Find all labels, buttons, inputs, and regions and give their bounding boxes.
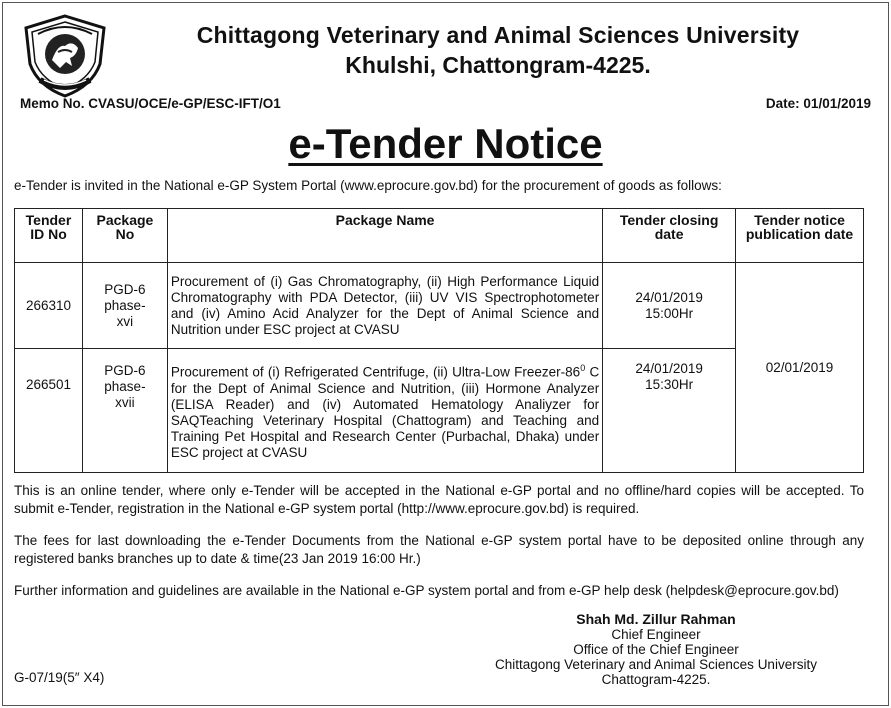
publication-date-cell: 02/01/2019	[736, 263, 864, 473]
package-name-cell	[167, 349, 602, 473]
table-header-row	[15, 209, 864, 263]
signatory-office: Office of the Chief Engineer	[573, 642, 739, 657]
signatory-university: Chittagong Veterinary and Animal Sciences University	[495, 657, 817, 672]
header-package-no: Package No	[82, 209, 167, 263]
signatory-city: Chattogram-4225.	[601, 672, 711, 687]
closing-date-cell	[603, 349, 736, 473]
signature-block	[466, 612, 846, 687]
header-publication-date: Tender notice publication date	[736, 209, 864, 263]
memo-number: Memo No. CVASU/OCE/e-GP/ESC-IFT/O1	[20, 96, 281, 111]
notice-date: Date: 01/01/2019	[765, 96, 871, 111]
signatory-designation: Chief Engineer	[611, 627, 701, 642]
degree-superscript: 0	[580, 363, 586, 374]
package-no-cell: PGD-6 phase-xvii	[82, 349, 167, 473]
university-name: Chittagong Veterinary and Animal Sciences University	[196, 22, 800, 48]
online-tender-paragraph: This is an online tender, where only e-Tender will be accepted in the National e-GP portal and no offline/hard copies will be accepted. To submit e-Tender, registration in the National e-GP system portal (http://www.eprocure.gov.bd) is required.	[14, 483, 864, 516]
university-logo	[20, 12, 110, 100]
header-closing-date: Tender closing date	[603, 209, 736, 263]
tender-id-cell: 266310	[15, 263, 83, 349]
table-row	[15, 263, 864, 349]
closing-time: 15:30Hr	[645, 377, 694, 392]
package-no-cell: PGD-6 phase-xvi	[82, 263, 167, 349]
notice-title: e-Tender Notice	[288, 120, 603, 167]
tender-table	[14, 208, 864, 473]
package-name-text-part1: Procurement of (i) Refrigerated Centrifuge, (ii) Ultra-Low Freezer-86	[170, 364, 581, 380]
university-address: Khulshi, Chattongram-4225.	[345, 52, 651, 78]
intro-text: e-Tender is invited in the National e-GP System Portal (www.eprocure.gov.bd) for the procurement of goods as follows:	[14, 178, 722, 193]
closing-time: 15:00Hr	[645, 305, 694, 321]
tender-id-cell: 266501	[15, 349, 83, 473]
signatory-name: Shah Md. Zillur Rahman	[576, 611, 736, 627]
closing-date-cell	[603, 263, 736, 349]
package-name-cell: Procurement of (i) Gas Chromatography, (ii) High Performance Liquid Chromatography with PDA Detector, (iii) UV VIS Spectrophotometer and (iv) Amino Acid Analyzer for the Dept of Animal Science and Nutrition under ESC project at CVASU	[167, 263, 602, 349]
closing-date: 24/01/2019	[635, 361, 703, 376]
package-name-text-part2: C for the Dept of Animal Science and Nutrition, (iii) Hormone Analyzer (ELISA Reader) and (iv) Automated Hematology Analiyzer for SAQTeaching Veterinary Hospital (Chattogram) and Teaching and Training Pet Hospital and Research Center (Purbachal, Dhaka) under ESC project at CVASU	[170, 364, 600, 460]
header-package-name: Package Name	[167, 209, 602, 263]
closing-date: 24/01/2019	[635, 289, 703, 305]
header-tender-id: Tender ID No	[15, 209, 83, 263]
fees-paragraph: The fees for last downloading the e-Tender Documents from the National e-GP system portal have to be deposited online through any registered banks branches up to date & time(23 Jan 2019 16:00 Hr.)	[14, 533, 864, 566]
further-info-paragraph: Further information and guidelines are available in the National e-GP system portal and from e-GP help desk (helpdesk@eprocure.gov.bd)	[14, 583, 839, 598]
footer-code: G-07/19(5″ X4)	[14, 670, 105, 685]
